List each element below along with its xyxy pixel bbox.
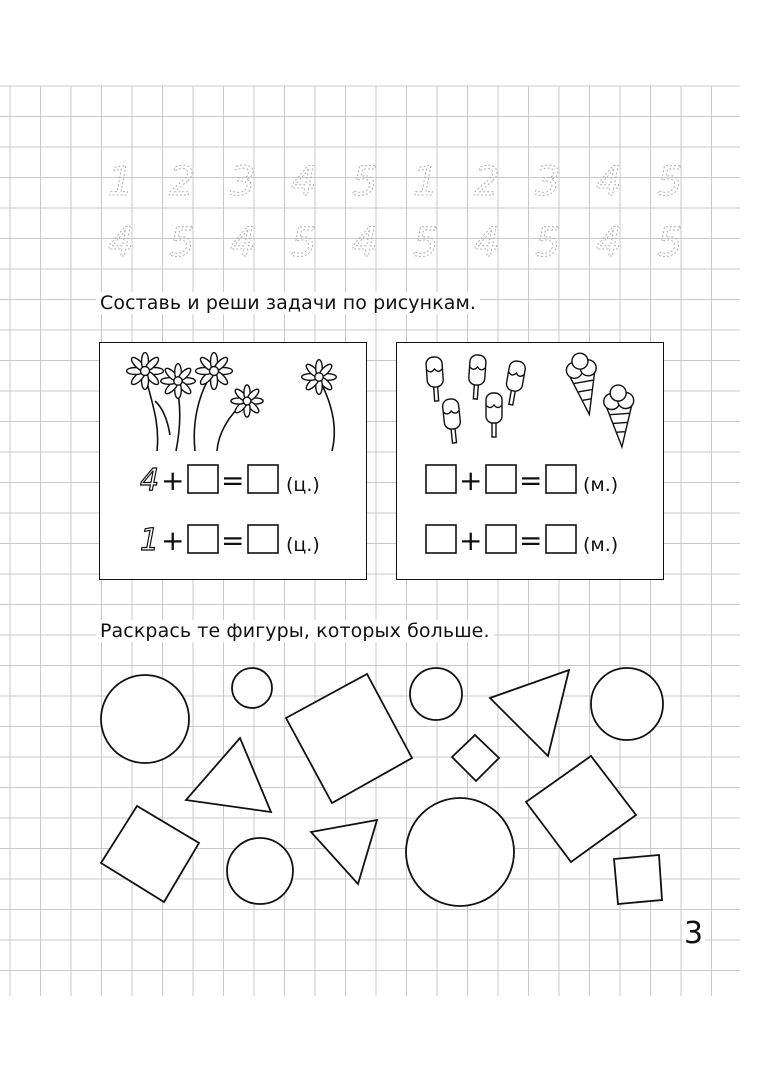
tracing-digit: 1 bbox=[413, 159, 439, 205]
tracing-digit: 3 bbox=[230, 159, 256, 205]
square-shape[interactable] bbox=[101, 806, 199, 902]
tracing-digit: 5 bbox=[291, 220, 317, 266]
square-shape[interactable] bbox=[452, 735, 499, 781]
tracing-digit: 4 bbox=[596, 159, 622, 205]
tracing-digit: 2 bbox=[474, 159, 500, 205]
eq1-equals-sign: = bbox=[221, 464, 245, 497]
circle-shape[interactable] bbox=[227, 838, 293, 904]
tracing-digit: 4 bbox=[474, 220, 500, 266]
eq2-first-number: 1 bbox=[140, 523, 160, 557]
task2-instruction: Раскрась те фигуры, которых больше. bbox=[96, 620, 494, 642]
circle-shape[interactable] bbox=[591, 668, 663, 740]
tracing-digit: 5 bbox=[657, 159, 683, 205]
tracing-digit: 4 bbox=[108, 220, 134, 266]
square-shape[interactable] bbox=[286, 674, 412, 803]
ice-eq1-equals-sign: = bbox=[519, 464, 543, 497]
ice-eq1-plus-sign: + bbox=[459, 464, 483, 497]
task1-instruction: Составь и реши задачи по рисункам. bbox=[96, 292, 480, 314]
ice-eq2-equals-sign: = bbox=[519, 524, 543, 557]
eq1-unit: (ц.) bbox=[286, 474, 320, 496]
eq2-equals-sign: = bbox=[221, 524, 245, 557]
tracing-digit: 5 bbox=[352, 159, 378, 205]
tracing-digit: 5 bbox=[169, 220, 195, 266]
square-shape[interactable] bbox=[526, 756, 636, 862]
circle-shape[interactable] bbox=[406, 798, 514, 906]
tracing-digit: 2 bbox=[169, 159, 195, 205]
circle-shape[interactable] bbox=[410, 668, 462, 720]
ice-eq2-unit: (м.) bbox=[583, 534, 619, 556]
tracing-digit: 5 bbox=[535, 220, 561, 266]
tracing-digit: 4 bbox=[291, 159, 317, 205]
tracing-digit: 3 bbox=[535, 159, 561, 205]
tracing-digit: 5 bbox=[657, 220, 683, 266]
tracing-digit: 4 bbox=[596, 220, 622, 266]
circle-shape[interactable] bbox=[232, 668, 272, 708]
ice-eq2-plus-sign: + bbox=[459, 524, 483, 557]
tracing-digit: 4 bbox=[230, 220, 256, 266]
eq1-first-number: 4 bbox=[140, 463, 160, 497]
tracing-digit: 4 bbox=[352, 220, 378, 266]
square-shape[interactable] bbox=[614, 855, 662, 904]
tracing-digit: 5 bbox=[413, 220, 439, 266]
triangle-shape[interactable] bbox=[186, 738, 271, 812]
tracing-digit: 1 bbox=[108, 159, 134, 205]
page-number: 3 bbox=[684, 916, 704, 951]
eq2-plus-sign: + bbox=[161, 524, 185, 557]
eq2-unit: (ц.) bbox=[286, 534, 320, 556]
triangle-shape[interactable] bbox=[311, 820, 377, 884]
eq1-plus-sign: + bbox=[161, 464, 185, 497]
triangle-shape[interactable] bbox=[490, 670, 569, 756]
ice-eq1-unit: (м.) bbox=[583, 474, 619, 496]
circle-shape[interactable] bbox=[101, 675, 189, 763]
